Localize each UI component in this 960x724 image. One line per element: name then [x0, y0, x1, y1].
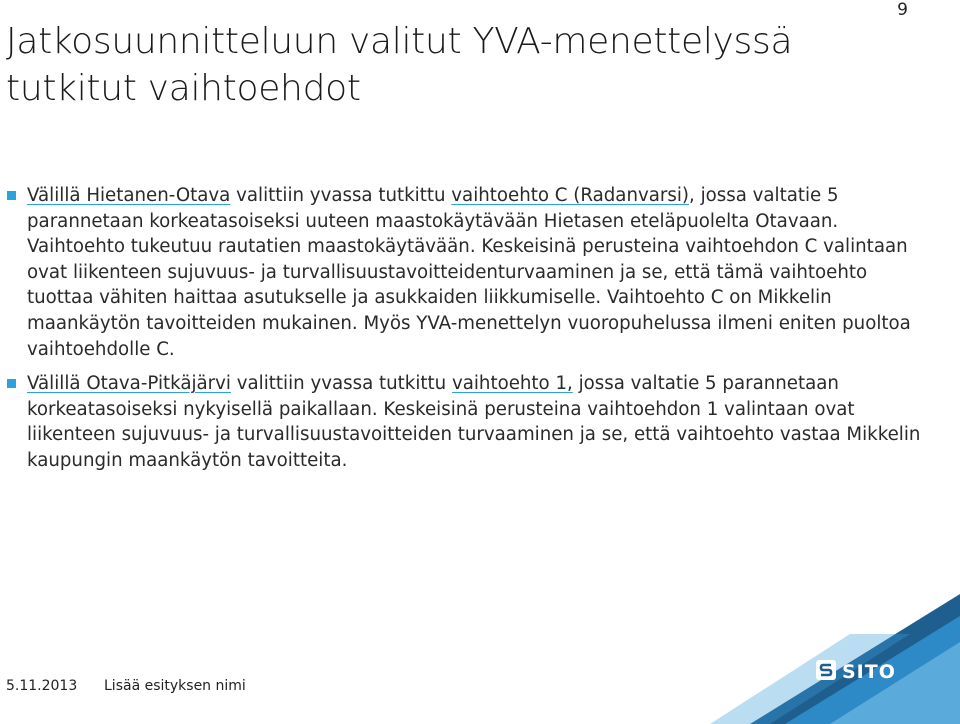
square-bullet-icon [7, 379, 16, 388]
bullet-text [27, 371, 930, 473]
sito-logo [710, 594, 960, 724]
bullet-mid: valittiin yvassa tutkittu [230, 185, 452, 206]
bullet-text [27, 183, 930, 362]
bullet-lead: Välillä Hietanen-Otava [27, 185, 231, 206]
logo-text: SITO [842, 661, 896, 683]
bullet-list [0, 183, 930, 474]
square-bullet-icon [7, 191, 16, 200]
bullet-rest: jossa valtatie 5 parannetaan korkeatasoiseksi nykyisellä paikallaan. Keskeisinä perusteina vaihtoehdon 1 valintaan ovat liikenteen sujuvuus- ja turvallisuustavoitteiden turvaaminen ja se, että vaihtoehto vastaa Mikkelin kaupungin maankäytön tavoitteita. [27, 373, 921, 471]
bullet-item [0, 371, 930, 473]
bullet-rest: , jossa valtatie 5 parannetaan korkeatasoiseksi uuteen maastokäytävään Hietasen eteläpuolelta Otavaan. Vaihtoehto tukeutuu rautatien maastokäytävään. Keskeisinä perusteina vaihtoehdon C valintaan ovat liikenteen sujuvuus- ja turvallisuustavoitteidenturvaaminen ja se, että tämä vaihtoehto tuottaa vähiten haittaa asutukselle ja asukkaiden liikkumiselle. Vaihtoehto C on Mikkelin maankäytön tavoitteiden mukainen. Myös YVA-menettelyn vuoropuhelussa ilmeni eniten puoltoa vaihtoehdolle C. [27, 185, 911, 360]
slide-number: 9 [897, 0, 908, 20]
sito-logo-graphic [710, 594, 960, 724]
footer-date: 5.11.2013 [6, 678, 78, 694]
bullet-lead: Välillä Otava-Pitkäjärvi [27, 373, 231, 395]
sito-s-icon [816, 660, 836, 680]
footer-presentation-name: Lisää esityksen nimi [104, 678, 246, 694]
bullet-highlight: vaihtoehto C (Radanvarsi) [451, 185, 689, 206]
bullet-highlight: vaihtoehto 1, [451, 373, 573, 395]
slide-title: Jatkosuunnitteluun valitut YVA-menettelyssä tutkitut vaihtoehdot [6, 21, 793, 109]
bullet-item [0, 183, 930, 362]
bullet-mid: valittiin yvassa tutkittu [230, 373, 452, 395]
